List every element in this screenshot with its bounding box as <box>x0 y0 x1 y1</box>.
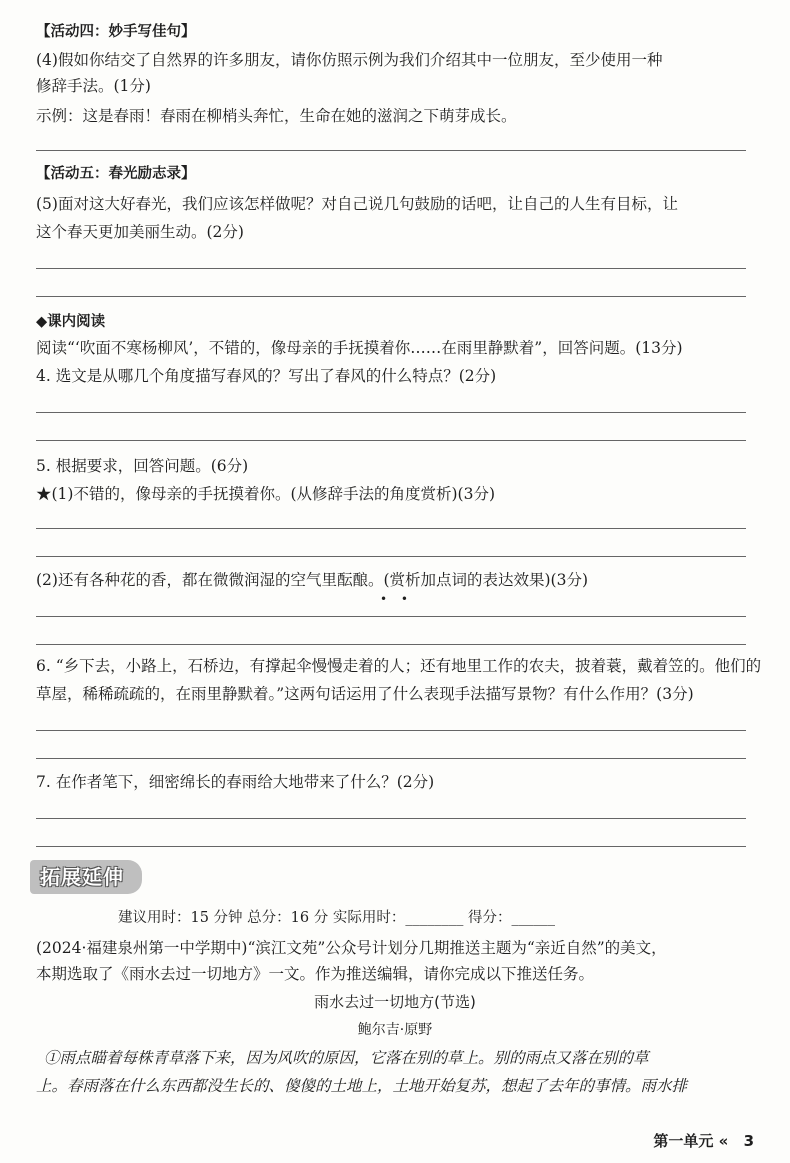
reading-intro: 阅读“‘吹面不寒杨柳风’，不错的，像母亲的手抚摸着你……在雨里静默着”，回答问题。(13分) <box>36 339 683 357</box>
unit-label: 第一单元 « <box>653 1132 729 1150</box>
question-5-text: 这个春天更加美丽生动。(2分) <box>36 223 244 241</box>
source-text: (2024·福建泉州第一中学期中)“滨江文苑”公众号计划分几期推送主题为“亲近自然”的美文， <box>36 939 667 957</box>
answer-line[interactable] <box>36 296 746 297</box>
answer-line[interactable] <box>36 528 746 529</box>
time-info: 建议用时：15 分钟 总分：16 分 实际用时：________ 得分：______ <box>118 910 555 926</box>
article-title: 雨水去过一切地方(节选) <box>314 993 476 1011</box>
article-paragraph: ①雨点瞄着每株青草落下来，因为风吹的原因，它落在别的草上。别的雨点又落在别的草 <box>44 1049 649 1067</box>
answer-line[interactable] <box>36 268 746 269</box>
answer-line[interactable] <box>36 644 746 645</box>
question-6-text: 草屋，稀稀疏疏的，在雨里静默着。”这两句话运用了什么表现手法描写景物？有什么作用？(3分) <box>36 685 694 703</box>
answer-line[interactable] <box>36 758 746 759</box>
question-7: 7. 在作者笔下，细密绵长的春雨给大地带来了什么？(2分) <box>36 773 435 791</box>
page-number: 3 <box>743 1132 754 1150</box>
answer-line[interactable] <box>36 150 746 151</box>
article-paragraph: 上。春雨落在什么东西都没生长的、傻傻的土地上，土地开始复苏，想起了去年的事情。雨水排 <box>36 1077 688 1095</box>
answer-line[interactable] <box>36 616 746 617</box>
source-text: 本期选取了《雨水去过一切地方》一文。作为推送编辑，请你完成以下推送任务。 <box>36 965 595 983</box>
question-4: 4. 选文是从哪几个角度描写春风的？写出了春风的什么特点？(2分) <box>36 367 497 385</box>
answer-line[interactable] <box>36 846 746 847</box>
answer-line[interactable] <box>36 818 746 819</box>
question-5: 5. 根据要求，回答问题。(6分) <box>36 457 249 475</box>
answer-line[interactable] <box>36 730 746 731</box>
article-author: 鲍尔吉·原野 <box>357 1022 433 1038</box>
question-6-text: 6. “乡下去，小路上，石桥边，有撑起伞慢慢走着的人；还有地里工作的农夫，披着蓑，戴着笠的。他们的 <box>36 657 762 675</box>
answer-line[interactable] <box>36 440 746 441</box>
page-footer <box>653 1130 754 1151</box>
question-5-text: (5)面对这大好春光，我们应该怎样做呢？对自己说几句鼓励的话吧，让自己的人生有目标，让 <box>36 195 678 213</box>
emphasis-dots: • • <box>380 592 413 606</box>
question-4-text: 修辞手法。(1分) <box>36 77 151 95</box>
question-5-1: ★(1)不错的，像母亲的手抚摸着你。(从修辞手法的角度赏析)(3分) <box>36 485 496 503</box>
section-banner: 拓展延伸 <box>30 860 142 894</box>
section-heading: ◆课内阅读 <box>36 314 106 330</box>
answer-line[interactable] <box>36 412 746 413</box>
example-text: 示例：这是春雨！春雨在柳梢头奔忙，生命在她的滋润之下萌芽成长。 <box>36 107 517 125</box>
answer-line[interactable] <box>36 556 746 557</box>
activity5-heading: 【活动五：春光励志录】 <box>36 166 196 182</box>
activity4-heading: 【活动四：妙手写佳句】 <box>36 24 196 40</box>
question-5-2: (2)还有各种花的香，都在微微润湿的空气里酝酿。(赏析加点词的表达效果)(3分) <box>36 571 589 589</box>
question-4-text: (4)假如你结交了自然界的许多朋友，请你仿照示例为我们介绍其中一位朋友，至少使用一种 <box>36 51 663 69</box>
